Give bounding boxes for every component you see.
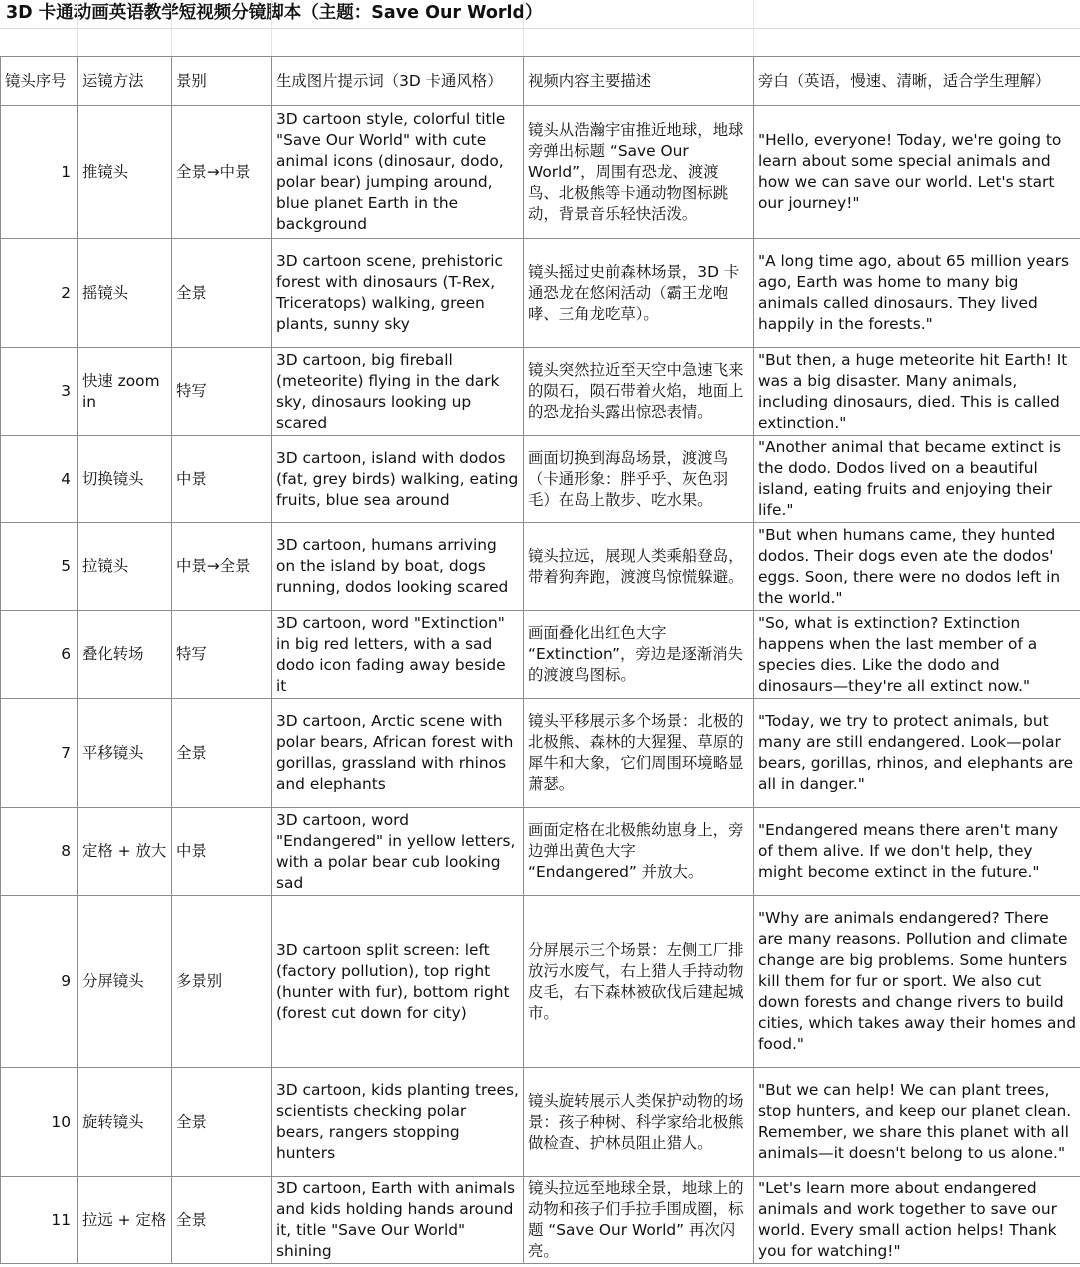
image-prompt-cell: 3D cartoon, big fireball (meteorite) flying in the dark sky, dinosaurs looking up scared bbox=[272, 348, 524, 436]
table-row bbox=[1, 348, 1080, 436]
shot-size-cell: 全景 bbox=[172, 1068, 272, 1177]
camera-movement-cell: 平移镜头 bbox=[78, 699, 172, 808]
narration-cell: "Another animal that became extinct is the dodo. Dodos lived on a beautiful island, eating fruits and enjoying their life." bbox=[754, 436, 1080, 523]
video-description-cell: 镜头拉远至地球全景，地球上的动物和孩子们手拉手围成圈，标题 “Save Our World” 再次闪亮。 bbox=[524, 1177, 754, 1264]
shot-size-cell: 全景→中景 bbox=[172, 106, 272, 239]
shot-number-cell: 7 bbox=[1, 699, 78, 808]
header-image-prompt: 生成图片提示词（3D 卡通风格） bbox=[272, 57, 524, 106]
video-description-cell: 画面定格在北极熊幼崽身上，旁边弹出黄色大字 “Endangered” 并放大。 bbox=[524, 808, 754, 896]
video-description-cell: 镜头摇过史前森林场景，3D 卡通恐龙在悠闲活动（霸王龙咆哮、三角龙吃草）。 bbox=[524, 239, 754, 348]
camera-movement-cell: 拉镜头 bbox=[78, 523, 172, 611]
gridline bbox=[753, 0, 754, 56]
shot-number-cell: 8 bbox=[1, 808, 78, 896]
narration-cell: "But when humans came, they hunted dodos. Their dogs even ate the dodos' eggs. Soon, there were no dodos left in the world." bbox=[754, 523, 1080, 611]
image-prompt-cell: 3D cartoon, Earth with animals and kids holding hands around it, title "Save Our World" shining bbox=[272, 1177, 524, 1264]
shot-size-cell: 特写 bbox=[172, 348, 272, 436]
narration-cell: "Endangered means there aren't many of them alive. If we don't help, they might become extinct in the future." bbox=[754, 808, 1080, 896]
spacer-row bbox=[0, 28, 1080, 57]
narration-cell: "Why are animals endangered? There are many reasons. Pollution and climate change are big problems. Some hunters kill them for fur or sport. We also cut down forests and change rivers to build cities, which takes away their homes and food." bbox=[754, 896, 1080, 1068]
shot-number-cell: 10 bbox=[1, 1068, 78, 1177]
video-description-cell: 镜头旋转展示人类保护动物的场景：孩子种树、科学家给北极熊做检查、护林员阻止猎人。 bbox=[524, 1068, 754, 1177]
camera-movement-cell: 分屏镜头 bbox=[78, 896, 172, 1068]
video-description-cell: 分屏展示三个场景：左侧工厂排放污水废气，右上猎人手持动物皮毛，右下森林被砍伐后建起城市。 bbox=[524, 896, 754, 1068]
camera-movement-cell: 摇镜头 bbox=[78, 239, 172, 348]
header-narration: 旁白（英语，慢速、清晰，适合学生理解） bbox=[754, 57, 1080, 106]
video-description-cell: 镜头从浩瀚宇宙推近地球，地球旁弹出标题 “Save Our World”，周围有恐龙、渡渡鸟、北极熊等卡通动物图标跳动，背景音乐轻快活泼。 bbox=[524, 106, 754, 239]
camera-movement-cell: 拉远 + 定格 bbox=[78, 1177, 172, 1264]
camera-movement-cell: 旋转镜头 bbox=[78, 1068, 172, 1177]
camera-movement-cell: 推镜头 bbox=[78, 106, 172, 239]
image-prompt-cell: 3D cartoon scene, prehistoric forest with dinosaurs (T-Rex, Triceratops) walking, green plants, sunny sky bbox=[272, 239, 524, 348]
shot-size-cell: 全景 bbox=[172, 1177, 272, 1264]
shot-number-cell: 1 bbox=[1, 106, 78, 239]
page-title: 3D 卡通动画英语教学短视频分镜脚本（主题：Save Our World） bbox=[6, 3, 543, 23]
image-prompt-cell: 3D cartoon style, colorful title "Save Our World" with cute animal icons (dinosaur, dodo, polar bear) jumping around, blue planet Earth in the background bbox=[272, 106, 524, 239]
gridline bbox=[523, 0, 524, 56]
shot-size-cell: 中景 bbox=[172, 436, 272, 523]
gridline bbox=[77, 0, 78, 56]
image-prompt-cell: 3D cartoon, Arctic scene with polar bears, African forest with gorillas, grassland with rhinos and elephants bbox=[272, 699, 524, 808]
table-row bbox=[1, 1177, 1080, 1264]
shot-number-cell: 5 bbox=[1, 523, 78, 611]
header-shot-size: 景别 bbox=[172, 57, 272, 106]
table-row bbox=[1, 1068, 1080, 1177]
narration-cell: "But then, a huge meteorite hit Earth! It was a big disaster. Many animals, including dinosaurs, died. This is called extinction." bbox=[754, 348, 1080, 436]
video-description-cell: 镜头平移展示多个场景：北极的北极熊、森林的大猩猩、草原的犀牛和大象，它们周围环境略显萧瑟。 bbox=[524, 699, 754, 808]
shot-number-cell: 9 bbox=[1, 896, 78, 1068]
shot-number-cell: 6 bbox=[1, 611, 78, 699]
image-prompt-cell: 3D cartoon, island with dodos (fat, grey birds) walking, eating fruits, blue sea around bbox=[272, 436, 524, 523]
shot-size-cell: 中景 bbox=[172, 808, 272, 896]
header-row bbox=[1, 57, 1080, 106]
shot-number-cell: 2 bbox=[1, 239, 78, 348]
shot-number-cell: 3 bbox=[1, 348, 78, 436]
header-camera-movement: 运镜方法 bbox=[78, 57, 172, 106]
shot-size-cell: 特写 bbox=[172, 611, 272, 699]
shot-size-cell: 全景 bbox=[172, 699, 272, 808]
video-description-cell: 画面叠化出红色大字 “Extinction”，旁边是逐渐消失的渡渡鸟图标。 bbox=[524, 611, 754, 699]
table-row bbox=[1, 808, 1080, 896]
table-row bbox=[1, 896, 1080, 1068]
shot-number-cell: 4 bbox=[1, 436, 78, 523]
narration-cell: "Hello, everyone! Today, we're going to learn about some special animals and how we can save our world. Let's start our journey!" bbox=[754, 106, 1080, 239]
shot-size-cell: 多景别 bbox=[172, 896, 272, 1068]
header-shot-number: 镜头序号 bbox=[1, 57, 78, 106]
title-row bbox=[0, 0, 1080, 29]
image-prompt-cell: 3D cartoon, word "Endangered" in yellow letters, with a polar bear cub looking sad bbox=[272, 808, 524, 896]
image-prompt-cell: 3D cartoon, word "Extinction" in big red letters, with a sad dodo icon fading away beside it bbox=[272, 611, 524, 699]
camera-movement-cell: 切换镜头 bbox=[78, 436, 172, 523]
image-prompt-cell: 3D cartoon, humans arriving on the island by boat, dogs running, dodos looking scared bbox=[272, 523, 524, 611]
table-row bbox=[1, 523, 1080, 611]
header-video-description: 视频内容主要描述 bbox=[524, 57, 754, 106]
shot-size-cell: 全景 bbox=[172, 239, 272, 348]
narration-cell: "So, what is extinction? Extinction happens when the last member of a species dies. Like the dodo and dinosaurs—they're all extinct now." bbox=[754, 611, 1080, 699]
shot-number-cell: 11 bbox=[1, 1177, 78, 1264]
table-row bbox=[1, 699, 1080, 808]
gridline bbox=[171, 0, 172, 56]
image-prompt-cell: 3D cartoon, kids planting trees, scientists checking polar bears, rangers stopping hunters bbox=[272, 1068, 524, 1177]
narration-cell: "Let's learn more about endangered animals and work together to save our world. Every small action helps! Thank you for watching!" bbox=[754, 1177, 1080, 1264]
gridline bbox=[271, 0, 272, 56]
camera-movement-cell: 叠化转场 bbox=[78, 611, 172, 699]
camera-movement-cell: 定格 + 放大 bbox=[78, 808, 172, 896]
table-row bbox=[1, 436, 1080, 523]
video-description-cell: 镜头拉远，展现人类乘船登岛，带着狗奔跑，渡渡鸟惊慌躲避。 bbox=[524, 523, 754, 611]
narration-cell: "Today, we try to protect animals, but many are still endangered. Look—polar bears, gorillas, rhinos, and elephants are all in danger." bbox=[754, 699, 1080, 808]
table-row bbox=[1, 611, 1080, 699]
video-description-cell: 镜头突然拉近至天空中急速飞来的陨石，陨石带着火焰，地面上的恐龙抬头露出惊恐表情。 bbox=[524, 348, 754, 436]
narration-cell: "But we can help! We can plant trees, stop hunters, and keep our planet clean. Remember, we share this planet with all animals—it doesn't belong to us alone." bbox=[754, 1068, 1080, 1177]
shot-size-cell: 中景→全景 bbox=[172, 523, 272, 611]
storyboard-table bbox=[0, 56, 1080, 1264]
image-prompt-cell: 3D cartoon split screen: left (factory pollution), top right (hunter with fur), bottom right (forest cut down for city) bbox=[272, 896, 524, 1068]
narration-cell: "A long time ago, about 65 million years ago, Earth was home to many big animals called dinosaurs. They lived happily in the forests." bbox=[754, 239, 1080, 348]
camera-movement-cell: 快速 zoom in bbox=[78, 348, 172, 436]
video-description-cell: 画面切换到海岛场景，渡渡鸟（卡通形象：胖乎乎、灰色羽毛）在岛上散步、吃水果。 bbox=[524, 436, 754, 523]
table-row bbox=[1, 239, 1080, 348]
table-row bbox=[1, 106, 1080, 239]
